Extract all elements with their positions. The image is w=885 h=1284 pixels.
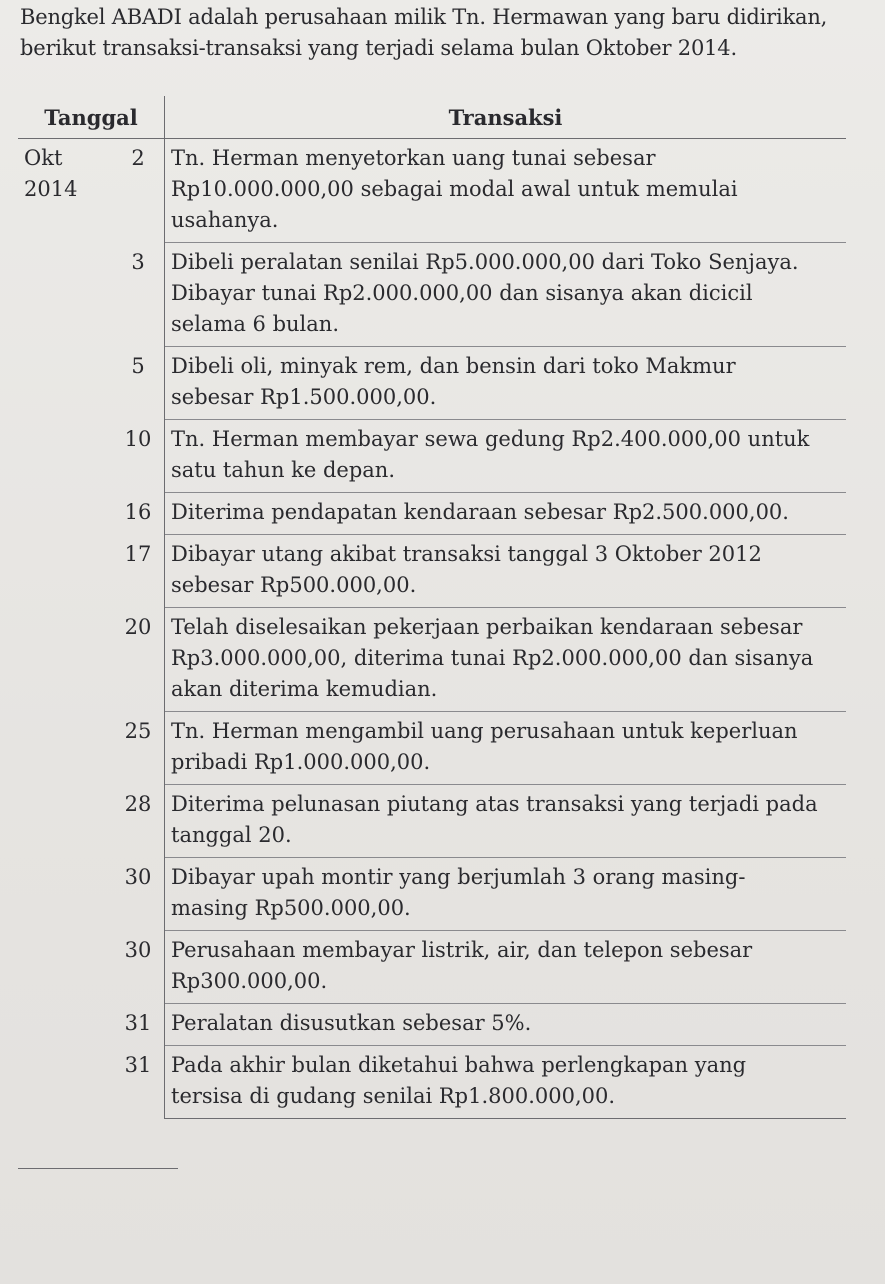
table-row [18, 608, 846, 712]
day-cell: 3 [112, 243, 165, 347]
day-cell: 31 [112, 1004, 165, 1046]
transaction-description: Dibayar upah montir yang berjumlah 3 orang masing- masing Rp500.000,00. [165, 858, 847, 931]
column-header-transaction: Transaksi [165, 96, 847, 139]
table-row [18, 1046, 846, 1119]
month-cell-empty [18, 858, 112, 931]
month-cell-empty [18, 243, 112, 347]
transaction-table [18, 96, 846, 1119]
month-cell-empty [18, 420, 112, 493]
transaction-description: Dibeli peralatan senilai Rp5.000.000,00 dari Toko Senjaya. Dibayar tunai Rp2.000.000,00 dan sisanya akan dicicil selama 6 bulan. [165, 243, 847, 347]
month-cell-empty [18, 608, 112, 712]
table-row [18, 858, 846, 931]
table-row [18, 493, 846, 535]
transaction-description: Telah diselesaikan pekerjaan perbaikan kendaraan sebesar Rp3.000.000,00, diterima tunai Rp2.000.000,00 dan sisanya akan diterima kemudian. [165, 608, 847, 712]
month-cell-empty [18, 1046, 112, 1119]
table-header-row [18, 96, 846, 139]
transaction-description: Pada akhir bulan diketahui bahwa perlengkapan yang tersisa di gudang senilai Rp1.800.000,00. [165, 1046, 847, 1119]
day-cell: 2 [112, 139, 165, 243]
intro-paragraph [20, 2, 880, 64]
transaction-description: Tn. Herman membayar sewa gedung Rp2.400.000,00 untuk satu tahun ke depan. [165, 420, 847, 493]
day-cell: 25 [112, 712, 165, 785]
day-cell: 30 [112, 858, 165, 931]
transaction-description: Dibeli oli, minyak rem, dan bensin dari toko Makmur sebesar Rp1.500.000,00. [165, 347, 847, 420]
table-row [18, 785, 846, 858]
table-body [18, 139, 846, 1119]
intro-line-2: berikut transaksi-transaksi yang terjadi selama bulan Oktober 2014. [20, 36, 737, 60]
table-row [18, 1004, 846, 1046]
transaction-description: Diterima pelunasan piutang atas transaksi yang terjadi pada tanggal 20. [165, 785, 847, 858]
month-cell-empty [18, 347, 112, 420]
day-cell: 20 [112, 608, 165, 712]
table-row [18, 139, 846, 243]
transaction-description: Dibayar utang akibat transaksi tanggal 3 Oktober 2012 sebesar Rp500.000,00. [165, 535, 847, 608]
column-header-date: Tanggal [18, 96, 165, 139]
intro-line-1: Bengkel ABADI adalah perusahaan milik Tn. Hermawan yang baru didirikan, [20, 5, 828, 29]
transaction-description: Perusahaan membayar listrik, air, dan telepon sebesar Rp300.000,00. [165, 931, 847, 1004]
day-cell: 5 [112, 347, 165, 420]
day-cell: 28 [112, 785, 165, 858]
table-row [18, 243, 846, 347]
month-cell-empty [18, 535, 112, 608]
day-cell: 30 [112, 931, 165, 1004]
table-row [18, 931, 846, 1004]
transaction-description: Tn. Herman mengambil uang perusahaan untuk keperluan pribadi Rp1.000.000,00. [165, 712, 847, 785]
month-cell-empty [18, 1004, 112, 1046]
table-row [18, 347, 846, 420]
month-cell-empty [18, 493, 112, 535]
table-row [18, 535, 846, 608]
transaction-description: Tn. Herman menyetorkan uang tunai sebesar Rp10.000.000,00 sebagai modal awal untuk memulai usahanya. [165, 139, 847, 243]
month-cell-empty [18, 785, 112, 858]
day-cell: 16 [112, 493, 165, 535]
month-cell-empty [18, 712, 112, 785]
month-cell-empty [18, 931, 112, 1004]
table-row [18, 420, 846, 493]
day-cell: 31 [112, 1046, 165, 1119]
day-cell: 17 [112, 535, 165, 608]
transaction-description: Peralatan disusutkan sebesar 5%. [165, 1004, 847, 1046]
day-cell: 10 [112, 420, 165, 493]
transaction-description: Diterima pendapatan kendaraan sebesar Rp2.500.000,00. [165, 493, 847, 535]
table-row [18, 712, 846, 785]
month-year-cell: Okt 2014 [24, 146, 78, 201]
date-column-bottom-rule [18, 1168, 178, 1169]
